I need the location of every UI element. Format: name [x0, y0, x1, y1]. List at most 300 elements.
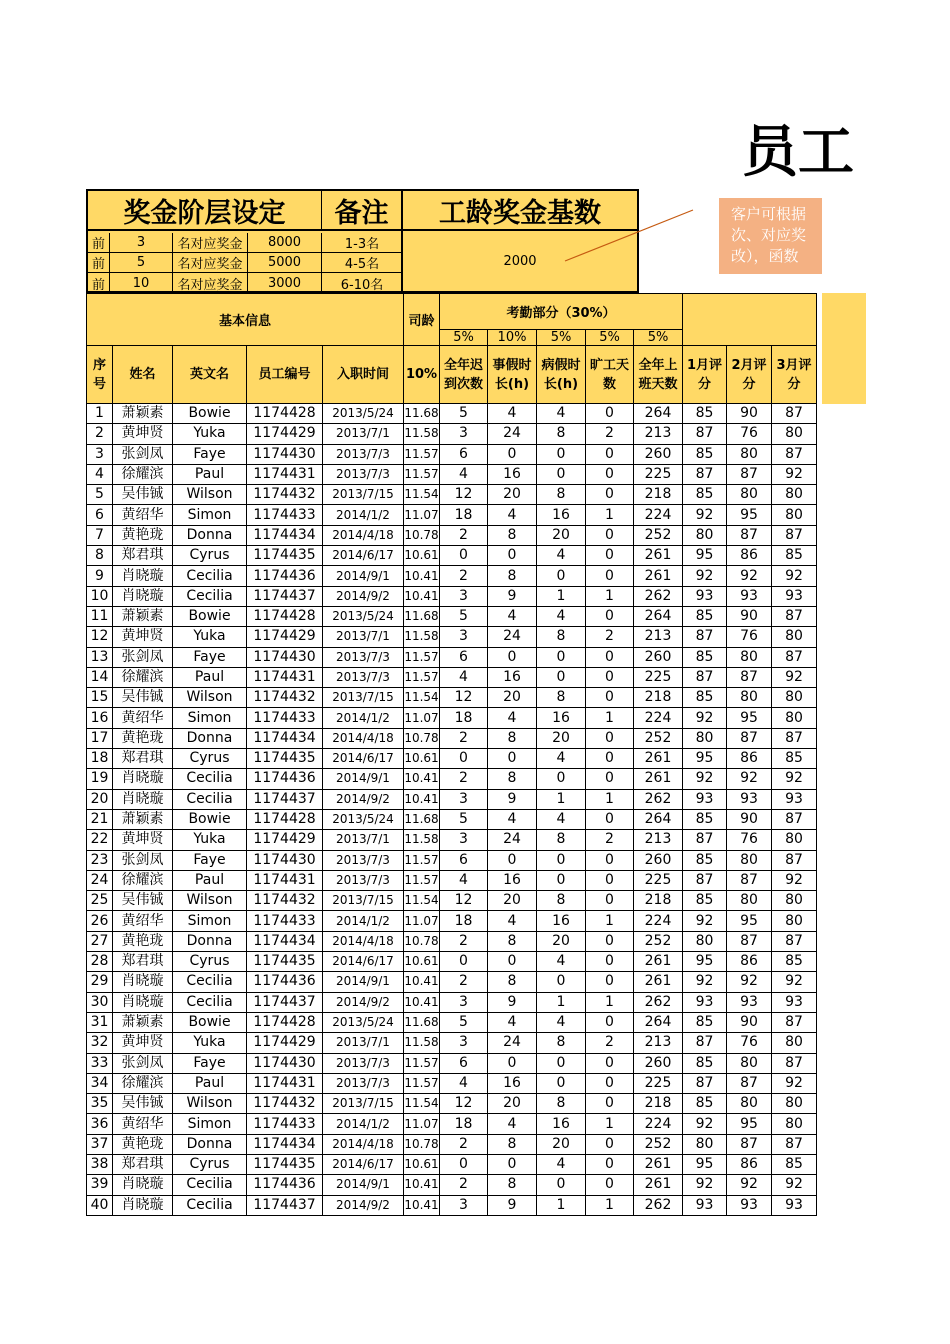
cell-personal-leave[interactable]: 4 — [488, 1114, 537, 1134]
cell-employee-id[interactable]: 1174432 — [247, 485, 323, 505]
cell-index[interactable]: 4 — [87, 464, 113, 484]
cell-hire-date[interactable]: 2014/1/2 — [323, 708, 404, 728]
cell-jan-score[interactable]: 87 — [683, 1033, 727, 1053]
cell-mar-score[interactable]: 80 — [772, 688, 817, 708]
cell-hire-date[interactable]: 2014/6/17 — [323, 952, 404, 972]
cell-english-name[interactable]: Bowie — [173, 404, 247, 424]
cell-employee-id[interactable]: 1174435 — [247, 952, 323, 972]
cell-employee-id[interactable]: 1174437 — [247, 992, 323, 1012]
cell-name[interactable]: 徐耀滨 — [113, 870, 173, 890]
cell-late-count[interactable]: 12 — [440, 485, 488, 505]
cell-seniority[interactable]: 11.07 — [404, 505, 440, 525]
cell-sick-leave[interactable]: 4 — [537, 404, 586, 424]
cell-jan-score[interactable]: 87 — [683, 424, 727, 444]
cell-absence-days[interactable]: 0 — [586, 1134, 634, 1154]
cell-feb-score[interactable]: 80 — [727, 688, 772, 708]
cell-mar-score[interactable]: 93 — [772, 992, 817, 1012]
cell-work-days[interactable]: 252 — [634, 525, 683, 545]
cell-late-count[interactable]: 5 — [440, 606, 488, 626]
cell-late-count[interactable]: 2 — [440, 972, 488, 992]
cell-personal-leave[interactable]: 9 — [488, 992, 537, 1012]
cell-index[interactable]: 10 — [87, 586, 113, 606]
cell-personal-leave[interactable]: 0 — [488, 1154, 537, 1174]
cell-hire-date[interactable]: 2014/9/2 — [323, 1195, 404, 1215]
cell-seniority[interactable]: 11.57 — [404, 1053, 440, 1073]
cell-late-count[interactable]: 12 — [440, 688, 488, 708]
cell-seniority[interactable]: 11.57 — [404, 870, 440, 890]
cell-hire-date[interactable]: 2014/4/18 — [323, 728, 404, 748]
cell-hire-date[interactable]: 2014/9/2 — [323, 992, 404, 1012]
cell-sick-leave[interactable]: 8 — [537, 891, 586, 911]
cell-feb-score[interactable]: 80 — [727, 444, 772, 464]
cell-absence-days[interactable]: 0 — [586, 809, 634, 829]
cell-sick-leave[interactable]: 4 — [537, 606, 586, 626]
cell-personal-leave[interactable]: 4 — [488, 1012, 537, 1032]
cell-late-count[interactable]: 12 — [440, 891, 488, 911]
cell-jan-score[interactable]: 87 — [683, 870, 727, 890]
cell-absence-days[interactable]: 0 — [586, 1175, 634, 1195]
cell-personal-leave[interactable]: 9 — [488, 789, 537, 809]
cell-jan-score[interactable]: 92 — [683, 972, 727, 992]
cell-index[interactable]: 33 — [87, 1053, 113, 1073]
cell-absence-days[interactable]: 0 — [586, 891, 634, 911]
cell-index[interactable]: 12 — [87, 627, 113, 647]
cell-late-count[interactable]: 12 — [440, 1094, 488, 1114]
cell-seniority[interactable]: 11.68 — [404, 809, 440, 829]
cell-seniority[interactable]: 10.41 — [404, 1195, 440, 1215]
cell-seniority[interactable]: 10.78 — [404, 1134, 440, 1154]
cell-sick-leave[interactable]: 20 — [537, 931, 586, 951]
cell-hire-date[interactable]: 2013/7/15 — [323, 1094, 404, 1114]
cell-jan-score[interactable]: 85 — [683, 1053, 727, 1073]
cell-index[interactable]: 34 — [87, 1073, 113, 1093]
cell-seniority[interactable]: 10.78 — [404, 931, 440, 951]
cell-employee-id[interactable]: 1174432 — [247, 891, 323, 911]
cell-jan-score[interactable]: 85 — [683, 1012, 727, 1032]
cell-index[interactable]: 40 — [87, 1195, 113, 1215]
cell-work-days[interactable]: 224 — [634, 505, 683, 525]
tier-rank[interactable]: 3 — [110, 233, 173, 253]
cell-sick-leave[interactable]: 16 — [537, 708, 586, 728]
cell-mar-score[interactable]: 92 — [772, 870, 817, 890]
cell-absence-days[interactable]: 0 — [586, 769, 634, 789]
cell-index[interactable]: 28 — [87, 952, 113, 972]
cell-hire-date[interactable]: 2014/9/1 — [323, 972, 404, 992]
cell-work-days[interactable]: 225 — [634, 464, 683, 484]
cell-sick-leave[interactable]: 0 — [537, 647, 586, 667]
cell-mar-score[interactable]: 80 — [772, 1033, 817, 1053]
cell-absence-days[interactable]: 0 — [586, 464, 634, 484]
cell-employee-id[interactable]: 1174437 — [247, 586, 323, 606]
cell-sick-leave[interactable]: 8 — [537, 1033, 586, 1053]
cell-jan-score[interactable]: 92 — [683, 1175, 727, 1195]
cell-personal-leave[interactable]: 24 — [488, 1033, 537, 1053]
cell-seniority[interactable]: 11.54 — [404, 891, 440, 911]
cell-name[interactable]: 黄绍华 — [113, 1114, 173, 1134]
cell-absence-days[interactable]: 2 — [586, 1033, 634, 1053]
cell-jan-score[interactable]: 95 — [683, 1154, 727, 1174]
cell-employee-id[interactable]: 1174429 — [247, 1033, 323, 1053]
cell-index[interactable]: 35 — [87, 1094, 113, 1114]
cell-late-count[interactable]: 18 — [440, 911, 488, 931]
cell-mar-score[interactable]: 80 — [772, 830, 817, 850]
cell-late-count[interactable]: 6 — [440, 647, 488, 667]
cell-late-count[interactable]: 3 — [440, 1033, 488, 1053]
cell-personal-leave[interactable]: 0 — [488, 1053, 537, 1073]
cell-sick-leave[interactable]: 8 — [537, 830, 586, 850]
cell-name[interactable]: 肖晓璇 — [113, 1195, 173, 1215]
cell-hire-date[interactable]: 2014/4/18 — [323, 931, 404, 951]
cell-employee-id[interactable]: 1174434 — [247, 728, 323, 748]
cell-absence-days[interactable]: 0 — [586, 1094, 634, 1114]
cell-jan-score[interactable]: 85 — [683, 444, 727, 464]
cell-mar-score[interactable]: 92 — [772, 566, 817, 586]
cell-employee-id[interactable]: 1174429 — [247, 830, 323, 850]
cell-feb-score[interactable]: 80 — [727, 647, 772, 667]
cell-late-count[interactable]: 18 — [440, 708, 488, 728]
cell-english-name[interactable]: Cyrus — [173, 952, 247, 972]
cell-work-days[interactable]: 260 — [634, 850, 683, 870]
cell-english-name[interactable]: Cecilia — [173, 972, 247, 992]
cell-name[interactable]: 肖晓璇 — [113, 769, 173, 789]
cell-late-count[interactable]: 6 — [440, 1053, 488, 1073]
cell-english-name[interactable]: Wilson — [173, 1094, 247, 1114]
cell-work-days[interactable]: 261 — [634, 952, 683, 972]
cell-work-days[interactable]: 224 — [634, 1114, 683, 1134]
cell-absence-days[interactable]: 0 — [586, 1053, 634, 1073]
cell-mar-score[interactable]: 87 — [772, 1053, 817, 1073]
cell-sick-leave[interactable]: 4 — [537, 749, 586, 769]
cell-feb-score[interactable]: 92 — [727, 566, 772, 586]
cell-hire-date[interactable]: 2014/1/2 — [323, 1114, 404, 1134]
cell-seniority[interactable]: 11.57 — [404, 850, 440, 870]
cell-english-name[interactable]: Paul — [173, 870, 247, 890]
cell-employee-id[interactable]: 1174433 — [247, 505, 323, 525]
cell-index[interactable]: 15 — [87, 688, 113, 708]
cell-seniority[interactable]: 10.41 — [404, 972, 440, 992]
cell-mar-score[interactable]: 92 — [772, 464, 817, 484]
cell-feb-score[interactable]: 87 — [727, 870, 772, 890]
cell-late-count[interactable]: 6 — [440, 444, 488, 464]
cell-hire-date[interactable]: 2014/9/1 — [323, 1175, 404, 1195]
cell-jan-score[interactable]: 87 — [683, 830, 727, 850]
cell-employee-id[interactable]: 1174437 — [247, 789, 323, 809]
cell-english-name[interactable]: Cecilia — [173, 769, 247, 789]
cell-employee-id[interactable]: 1174429 — [247, 627, 323, 647]
cell-absence-days[interactable]: 0 — [586, 546, 634, 566]
cell-work-days[interactable]: 264 — [634, 404, 683, 424]
cell-hire-date[interactable]: 2013/7/3 — [323, 1073, 404, 1093]
cell-jan-score[interactable]: 85 — [683, 891, 727, 911]
cell-index[interactable]: 16 — [87, 708, 113, 728]
cell-personal-leave[interactable]: 0 — [488, 850, 537, 870]
cell-employee-id[interactable]: 1174434 — [247, 1134, 323, 1154]
cell-index[interactable]: 22 — [87, 830, 113, 850]
cell-personal-leave[interactable]: 8 — [488, 525, 537, 545]
cell-feb-score[interactable]: 87 — [727, 1134, 772, 1154]
cell-english-name[interactable]: Cecilia — [173, 1195, 247, 1215]
cell-english-name[interactable]: Simon — [173, 911, 247, 931]
cell-index[interactable]: 7 — [87, 525, 113, 545]
cell-index[interactable]: 13 — [87, 647, 113, 667]
cell-sick-leave[interactable]: 1 — [537, 992, 586, 1012]
cell-name[interactable]: 吴伟铖 — [113, 688, 173, 708]
cell-jan-score[interactable]: 93 — [683, 992, 727, 1012]
cell-sick-leave[interactable]: 1 — [537, 789, 586, 809]
cell-late-count[interactable]: 4 — [440, 464, 488, 484]
cell-late-count[interactable]: 4 — [440, 870, 488, 890]
cell-mar-score[interactable]: 92 — [772, 1073, 817, 1093]
cell-jan-score[interactable]: 95 — [683, 952, 727, 972]
cell-work-days[interactable]: 262 — [634, 789, 683, 809]
cell-work-days[interactable]: 262 — [634, 586, 683, 606]
cell-hire-date[interactable]: 2013/7/3 — [323, 464, 404, 484]
cell-late-count[interactable]: 5 — [440, 809, 488, 829]
cell-english-name[interactable]: Yuka — [173, 424, 247, 444]
cell-sick-leave[interactable]: 0 — [537, 870, 586, 890]
cell-jan-score[interactable]: 85 — [683, 1094, 727, 1114]
cell-mar-score[interactable]: 85 — [772, 1154, 817, 1174]
cell-seniority[interactable]: 11.54 — [404, 688, 440, 708]
tier-amount[interactable]: 3000 — [248, 273, 322, 293]
cell-hire-date[interactable]: 2014/9/1 — [323, 566, 404, 586]
cell-english-name[interactable]: Cecilia — [173, 586, 247, 606]
cell-personal-leave[interactable]: 0 — [488, 546, 537, 566]
cell-mar-score[interactable]: 93 — [772, 1195, 817, 1215]
cell-work-days[interactable]: 261 — [634, 769, 683, 789]
cell-seniority[interactable]: 11.07 — [404, 708, 440, 728]
cell-sick-leave[interactable]: 4 — [537, 546, 586, 566]
cell-work-days[interactable]: 264 — [634, 606, 683, 626]
cell-index[interactable]: 31 — [87, 1012, 113, 1032]
cell-sick-leave[interactable]: 20 — [537, 1134, 586, 1154]
cell-hire-date[interactable]: 2013/7/1 — [323, 424, 404, 444]
cell-english-name[interactable]: Faye — [173, 444, 247, 464]
seniority-bonus-value[interactable]: 2000 — [403, 231, 639, 293]
cell-name[interactable]: 徐耀滨 — [113, 464, 173, 484]
cell-work-days[interactable]: 261 — [634, 972, 683, 992]
cell-name[interactable]: 萧颖素 — [113, 1012, 173, 1032]
cell-work-days[interactable]: 225 — [634, 1073, 683, 1093]
cell-index[interactable]: 32 — [87, 1033, 113, 1053]
cell-absence-days[interactable]: 0 — [586, 850, 634, 870]
cell-personal-leave[interactable]: 4 — [488, 708, 537, 728]
cell-feb-score[interactable]: 93 — [727, 586, 772, 606]
cell-index[interactable]: 1 — [87, 404, 113, 424]
cell-employee-id[interactable]: 1174430 — [247, 444, 323, 464]
cell-employee-id[interactable]: 1174431 — [247, 1073, 323, 1093]
cell-personal-leave[interactable]: 8 — [488, 931, 537, 951]
cell-english-name[interactable]: Cecilia — [173, 566, 247, 586]
cell-mar-score[interactable]: 87 — [772, 606, 817, 626]
cell-hire-date[interactable]: 2014/9/2 — [323, 789, 404, 809]
cell-personal-leave[interactable]: 16 — [488, 464, 537, 484]
cell-mar-score[interactable]: 87 — [772, 525, 817, 545]
cell-hire-date[interactable]: 2014/4/18 — [323, 525, 404, 545]
cell-personal-leave[interactable]: 0 — [488, 444, 537, 464]
cell-name[interactable]: 肖晓璇 — [113, 992, 173, 1012]
cell-hire-date[interactable]: 2013/7/15 — [323, 891, 404, 911]
cell-hire-date[interactable]: 2013/7/3 — [323, 1053, 404, 1073]
cell-feb-score[interactable]: 92 — [727, 769, 772, 789]
cell-index[interactable]: 2 — [87, 424, 113, 444]
cell-absence-days[interactable]: 0 — [586, 667, 634, 687]
cell-personal-leave[interactable]: 20 — [488, 485, 537, 505]
cell-name[interactable]: 徐耀滨 — [113, 667, 173, 687]
cell-mar-score[interactable]: 80 — [772, 485, 817, 505]
cell-name[interactable]: 黄坤贤 — [113, 424, 173, 444]
cell-hire-date[interactable]: 2014/9/1 — [323, 769, 404, 789]
cell-english-name[interactable]: Yuka — [173, 830, 247, 850]
cell-absence-days[interactable]: 0 — [586, 444, 634, 464]
cell-sick-leave[interactable]: 20 — [537, 525, 586, 545]
cell-employee-id[interactable]: 1174428 — [247, 809, 323, 829]
cell-name[interactable]: 吴伟铖 — [113, 1094, 173, 1114]
cell-feb-score[interactable]: 87 — [727, 728, 772, 748]
cell-name[interactable]: 萧颖素 — [113, 606, 173, 626]
cell-feb-score[interactable]: 95 — [727, 1114, 772, 1134]
cell-feb-score[interactable]: 93 — [727, 1195, 772, 1215]
cell-feb-score[interactable]: 80 — [727, 1053, 772, 1073]
cell-hire-date[interactable]: 2013/7/3 — [323, 667, 404, 687]
cell-absence-days[interactable]: 0 — [586, 749, 634, 769]
cell-employee-id[interactable]: 1174437 — [247, 1195, 323, 1215]
cell-feb-score[interactable]: 76 — [727, 1033, 772, 1053]
cell-feb-score[interactable]: 86 — [727, 749, 772, 769]
cell-feb-score[interactable]: 93 — [727, 992, 772, 1012]
cell-name[interactable]: 黄艳珑 — [113, 931, 173, 951]
cell-seniority[interactable]: 10.41 — [404, 586, 440, 606]
cell-mar-score[interactable]: 87 — [772, 931, 817, 951]
cell-mar-score[interactable]: 87 — [772, 1012, 817, 1032]
cell-jan-score[interactable]: 92 — [683, 769, 727, 789]
cell-employee-id[interactable]: 1174430 — [247, 850, 323, 870]
cell-late-count[interactable]: 2 — [440, 566, 488, 586]
cell-sick-leave[interactable]: 4 — [537, 952, 586, 972]
cell-sick-leave[interactable]: 4 — [537, 1154, 586, 1174]
cell-late-count[interactable]: 2 — [440, 525, 488, 545]
cell-sick-leave[interactable]: 0 — [537, 972, 586, 992]
cell-absence-days[interactable]: 0 — [586, 952, 634, 972]
cell-seniority[interactable]: 10.61 — [404, 952, 440, 972]
cell-sick-leave[interactable]: 8 — [537, 627, 586, 647]
cell-name[interactable]: 黄艳珑 — [113, 525, 173, 545]
cell-absence-days[interactable]: 0 — [586, 931, 634, 951]
cell-mar-score[interactable]: 87 — [772, 809, 817, 829]
cell-sick-leave[interactable]: 0 — [537, 850, 586, 870]
cell-english-name[interactable]: Donna — [173, 728, 247, 748]
cell-index[interactable]: 29 — [87, 972, 113, 992]
cell-english-name[interactable]: Cyrus — [173, 1154, 247, 1174]
cell-work-days[interactable]: 264 — [634, 1012, 683, 1032]
cell-name[interactable]: 黄艳珑 — [113, 728, 173, 748]
cell-jan-score[interactable]: 93 — [683, 586, 727, 606]
cell-absence-days[interactable]: 1 — [586, 586, 634, 606]
cell-jan-score[interactable]: 92 — [683, 566, 727, 586]
cell-sick-leave[interactable]: 0 — [537, 464, 586, 484]
cell-english-name[interactable]: Faye — [173, 850, 247, 870]
cell-feb-score[interactable]: 76 — [727, 830, 772, 850]
cell-index[interactable]: 23 — [87, 850, 113, 870]
cell-employee-id[interactable]: 1174434 — [247, 931, 323, 951]
cell-jan-score[interactable]: 87 — [683, 464, 727, 484]
cell-index[interactable]: 9 — [87, 566, 113, 586]
cell-index[interactable]: 25 — [87, 891, 113, 911]
cell-absence-days[interactable]: 0 — [586, 485, 634, 505]
cell-jan-score[interactable]: 80 — [683, 931, 727, 951]
cell-absence-days[interactable]: 0 — [586, 525, 634, 545]
cell-personal-leave[interactable]: 8 — [488, 728, 537, 748]
cell-absence-days[interactable]: 0 — [586, 404, 634, 424]
cell-mar-score[interactable]: 80 — [772, 424, 817, 444]
cell-feb-score[interactable]: 95 — [727, 911, 772, 931]
cell-feb-score[interactable]: 80 — [727, 1094, 772, 1114]
cell-name[interactable]: 肖晓璇 — [113, 1175, 173, 1195]
cell-late-count[interactable]: 3 — [440, 992, 488, 1012]
cell-name[interactable]: 肖晓璇 — [113, 566, 173, 586]
cell-jan-score[interactable]: 85 — [683, 485, 727, 505]
cell-seniority[interactable]: 11.07 — [404, 1114, 440, 1134]
cell-seniority[interactable]: 11.58 — [404, 1033, 440, 1053]
cell-seniority[interactable]: 11.54 — [404, 485, 440, 505]
cell-english-name[interactable]: Wilson — [173, 891, 247, 911]
cell-personal-leave[interactable]: 20 — [488, 1094, 537, 1114]
cell-hire-date[interactable]: 2013/7/15 — [323, 688, 404, 708]
cell-name[interactable]: 肖晓璇 — [113, 789, 173, 809]
cell-mar-score[interactable]: 80 — [772, 1094, 817, 1114]
cell-sick-leave[interactable]: 8 — [537, 1094, 586, 1114]
cell-personal-leave[interactable]: 20 — [488, 891, 537, 911]
cell-work-days[interactable]: 260 — [634, 647, 683, 667]
cell-employee-id[interactable]: 1174435 — [247, 749, 323, 769]
cell-work-days[interactable]: 213 — [634, 1033, 683, 1053]
cell-hire-date[interactable]: 2013/7/1 — [323, 627, 404, 647]
cell-feb-score[interactable]: 90 — [727, 606, 772, 626]
cell-english-name[interactable]: Faye — [173, 647, 247, 667]
cell-english-name[interactable]: Faye — [173, 1053, 247, 1073]
cell-index[interactable]: 30 — [87, 992, 113, 1012]
cell-english-name[interactable]: Yuka — [173, 627, 247, 647]
cell-sick-leave[interactable]: 8 — [537, 688, 586, 708]
cell-name[interactable]: 吴伟铖 — [113, 891, 173, 911]
cell-mar-score[interactable]: 92 — [772, 1175, 817, 1195]
cell-sick-leave[interactable]: 0 — [537, 1053, 586, 1073]
cell-personal-leave[interactable]: 20 — [488, 688, 537, 708]
cell-hire-date[interactable]: 2014/6/17 — [323, 749, 404, 769]
cell-name[interactable]: 郑君琪 — [113, 952, 173, 972]
cell-mar-score[interactable]: 87 — [772, 850, 817, 870]
cell-index[interactable]: 36 — [87, 1114, 113, 1134]
cell-employee-id[interactable]: 1174431 — [247, 870, 323, 890]
cell-english-name[interactable]: Simon — [173, 1114, 247, 1134]
cell-hire-date[interactable]: 2014/1/2 — [323, 911, 404, 931]
cell-seniority[interactable]: 11.58 — [404, 424, 440, 444]
cell-feb-score[interactable]: 86 — [727, 1154, 772, 1174]
cell-late-count[interactable]: 18 — [440, 1114, 488, 1134]
cell-personal-leave[interactable]: 4 — [488, 505, 537, 525]
cell-feb-score[interactable]: 80 — [727, 485, 772, 505]
cell-employee-id[interactable]: 1174434 — [247, 525, 323, 545]
cell-seniority[interactable]: 10.61 — [404, 1154, 440, 1174]
cell-work-days[interactable]: 224 — [634, 708, 683, 728]
cell-mar-score[interactable]: 80 — [772, 627, 817, 647]
cell-english-name[interactable]: Cyrus — [173, 546, 247, 566]
cell-absence-days[interactable]: 0 — [586, 728, 634, 748]
cell-mar-score[interactable]: 92 — [772, 769, 817, 789]
cell-absence-days[interactable]: 2 — [586, 830, 634, 850]
cell-sick-leave[interactable]: 4 — [537, 809, 586, 829]
cell-jan-score[interactable]: 85 — [683, 850, 727, 870]
